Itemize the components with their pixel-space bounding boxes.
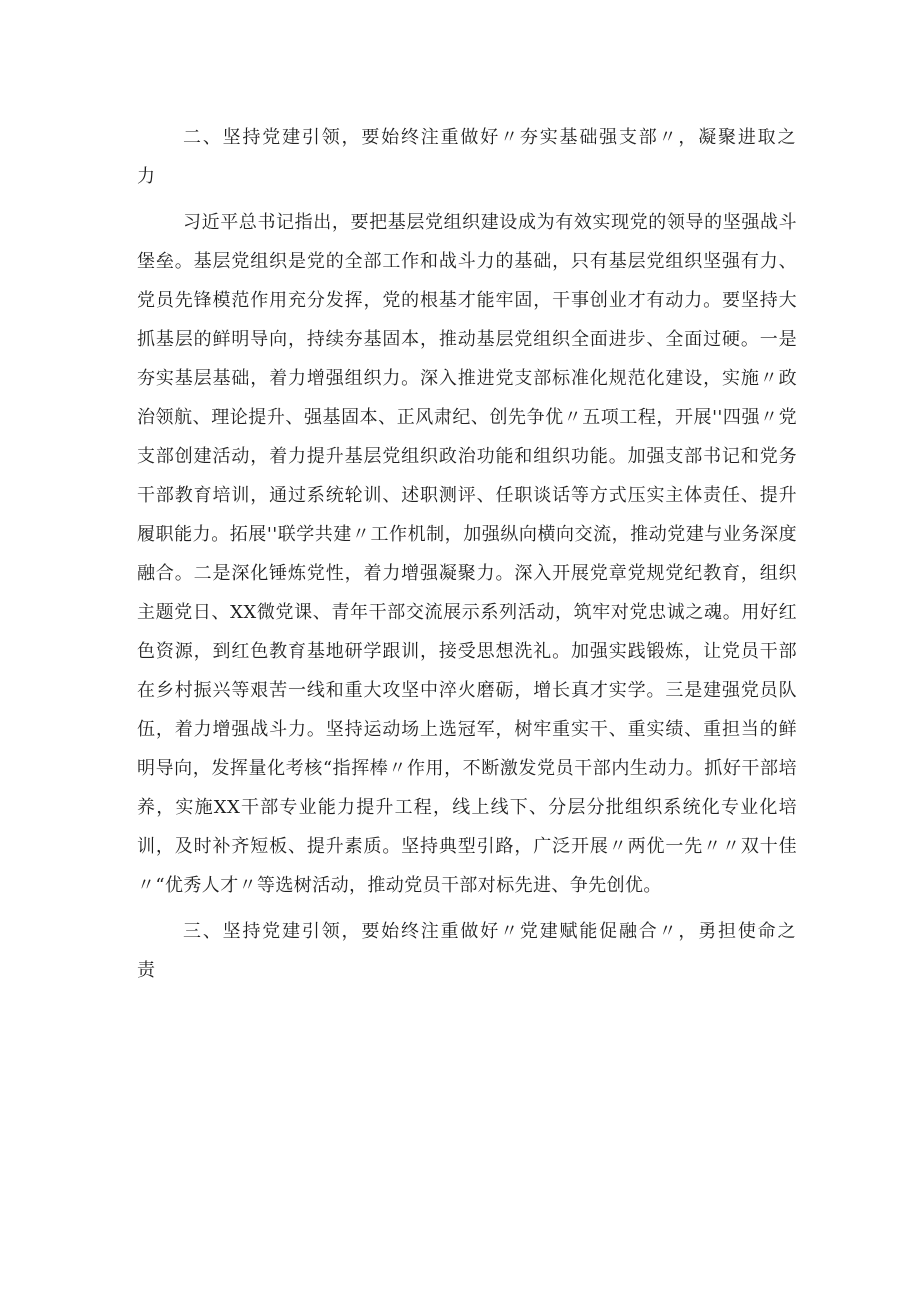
document-body [137, 118, 797, 997]
section-2-heading: 二、坚持党建引领，要始终注重做好〃夯实基础强支部〃，凝聚进取之力 [137, 127, 797, 187]
section-2-paragraph: 习近平总书记指出，要把基层党组织建设成为有效实现党的领导的坚强战斗堡垒。基层党组织是党的全部工作和战斗力的基础，只有基层党组织坚强有力、党员先锋模范作用充分发挥，党的根基才能牢固，干事创业才有动力。要坚持大抓基层的鲜明导向，持续夯基固本，推动基层党组织全面进步、全面过硬。一是夯实基层基础，着力增强组织力。深入推进党支部标准化规范化建设，实施〃政治领航、理论提升、强基固本、正风肃纪、创先争优〃五项工程，开展''四强〃党支部创建活动，着力提升基层党组织政治功能和组织功能。加强支部书记和党务干部教育培训，通过系统轮训、述职测评、任职谈话等方式压实主体责任、提升履职能力。拓展''联学共建〃工作机制，加强纵向横向交流，推动党建与业务深度融合。二是深化锤炼党性，着力增强凝聚力。深入开展党章党规党纪教育，组织主题党日、XX微党课、青年干部交流展示系列活动，筑牢对党忠诚之魂。用好红色资源，到红色教育基地研学跟训，接受思想洗礼。加强实践锻炼，让党员干部在乡村振兴等艰苦一线和重大攻坚中淬火磨砺，增长真才实学。三是建强党员队伍，着力增强战斗力。坚持运动场上选冠军，树牢重实干、重实绩、重担当的鲜明导向，发挥量化考核“指挥棒〃作用，不断激发党员干部内生动力。抓好干部培养，实施XX干部专业能力提升工程，线上线下、分层分批组织系统化专业化培训，及时补齐短板、提升素质。坚持典型引路，广泛开展〃两优一先〃〃双十佳〃“优秀人才〃等选树活动，推动党员干部对标先进、争先创优。 [137, 212, 797, 896]
section-3-heading: 三、坚持党建引领，要始终注重做好〃党建赋能促融合〃，勇担使命之责 [137, 921, 797, 981]
